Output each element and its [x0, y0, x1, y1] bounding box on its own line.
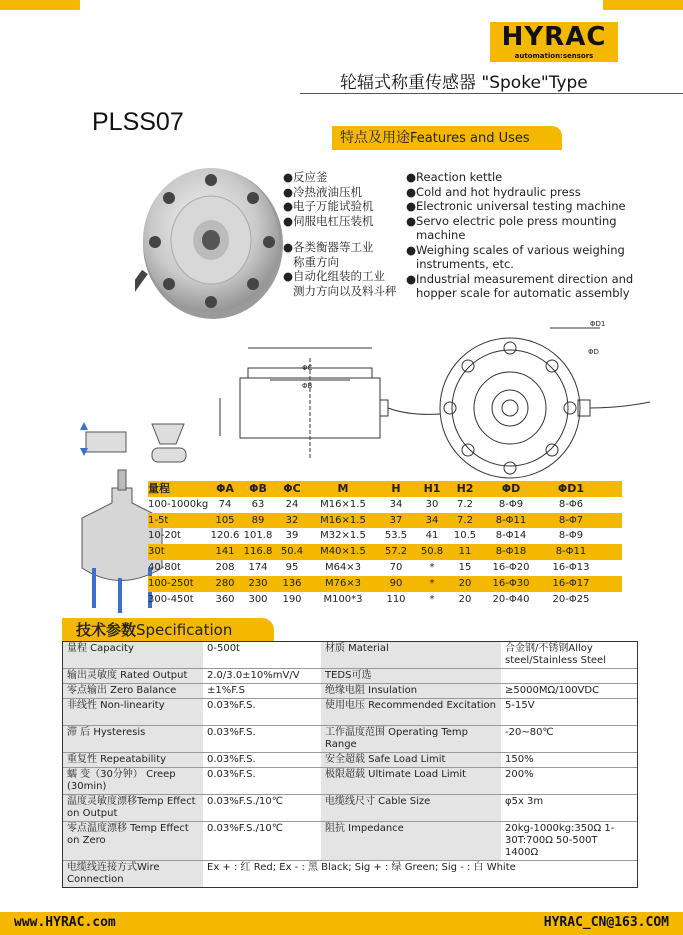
table-cell: 174 — [248, 561, 268, 573]
table-cell: 8-Φ7 — [558, 514, 584, 526]
spec-cell: 非线性 Non-linearity — [63, 699, 203, 725]
model-number: PLSS07 — [92, 108, 184, 136]
table-cell: M40×1.5 — [320, 546, 366, 558]
spec-cell: 20kg-1000kg:350Ω 1-30T:700Ω 50-500T 1400Ω — [505, 823, 615, 858]
table-cell: 208 — [215, 561, 235, 573]
table-cell: M100*3 — [323, 593, 363, 605]
product-photo — [135, 152, 285, 332]
table-cell: 57.2 — [384, 546, 408, 558]
table-cell: 95 — [285, 561, 299, 573]
spec-cell: 工作温度范围 Operating Temp Range — [321, 726, 501, 752]
feature-en-item: ●Weighing scales of various weighing — [406, 242, 625, 257]
footer — [0, 912, 683, 935]
spec-row — [63, 725, 637, 752]
table-cell: 32 — [285, 514, 299, 526]
table-cell: * — [429, 593, 435, 605]
spec-cell: 150% — [505, 754, 534, 765]
table-cell: 34 — [425, 514, 439, 526]
table-cell: 100-1000kg — [148, 498, 208, 510]
spec-heading-cn: 技术参数 — [76, 621, 137, 639]
spec-cell: 量程 Capacity — [63, 642, 203, 668]
feature-cn-item: 测力方向以及料斗秤 — [293, 283, 397, 298]
spec-row — [63, 642, 637, 668]
table-cell: 74 — [218, 498, 232, 510]
spec-cell: 0.03%F.S. — [207, 769, 256, 780]
table-cell: 10-20t — [148, 530, 181, 542]
table-cell: M76×3 — [324, 577, 362, 589]
table-cell: 230 — [248, 577, 268, 589]
table-cell: 63 — [251, 498, 265, 510]
table-cell: 8-Φ18 — [495, 546, 527, 558]
table-cell: 89 — [251, 514, 265, 526]
label-c: ΦC — [302, 364, 313, 372]
top-bar — [0, 0, 683, 10]
table-cell: 10.5 — [453, 530, 477, 542]
features-heading-cn: 特点及用途 — [340, 130, 410, 146]
table-cell: 20-Φ40 — [492, 593, 530, 605]
feature-en-item: ●Reaction kettle — [406, 170, 503, 184]
spec-cell: 0.03%F.S./10℃ — [207, 823, 283, 834]
feature-en-item: ●Industrial measurement direction and — [406, 271, 634, 286]
features-cn-list — [283, 170, 408, 298]
table-cell: 16-Φ20 — [492, 561, 530, 573]
table-cell: 7.2 — [457, 498, 473, 510]
table-cell: 105 — [215, 514, 235, 526]
label-d1: ΦD1 — [590, 320, 606, 328]
table-row — [148, 544, 622, 560]
spec-heading-en: Specification — [136, 621, 233, 639]
spec-cell: 0-500t — [207, 643, 240, 654]
spec-cell — [501, 669, 637, 683]
table-cell: 40-80t — [148, 561, 181, 573]
table-row — [148, 592, 622, 608]
table-cell: 110 — [386, 593, 406, 605]
spec-cell: 蠕 变（30分钟） Creep (30min) — [63, 768, 203, 794]
table-cell: 50.8 — [420, 546, 444, 558]
brand-logo — [490, 22, 618, 62]
spec-cell: 绝缘电阻 Insulation — [321, 684, 501, 698]
spec-cell: 零点输出 Zero Balance — [63, 684, 203, 698]
table-cell: 20-Φ25 — [552, 593, 590, 605]
wire-label: 电缆线连接方式Wire Connection — [63, 861, 203, 887]
features-en-list — [406, 170, 646, 301]
table-cell: 8-Φ14 — [495, 530, 527, 542]
spec-row — [63, 668, 637, 683]
feature-en-item: ●Electronic universal testing machine — [406, 199, 626, 213]
table-cell: 16-Φ30 — [492, 577, 530, 589]
features-heading — [332, 126, 562, 150]
table-cell: * — [429, 577, 435, 589]
spec-cell: 温度灵敏度漂移Temp Effect on Output — [63, 795, 203, 821]
spec-cell: -20~80℃ — [505, 727, 554, 738]
spec-cell: 零点温度漂移 Temp Effect on Zero — [63, 822, 203, 860]
feature-cn-item: ●电子万能试验机 — [283, 199, 374, 213]
table-cell: 8-Φ9 — [498, 498, 524, 510]
spec-row — [63, 752, 637, 767]
spec-cell: 使用电压 Recommended Excitation — [321, 699, 501, 725]
spec-heading — [62, 618, 274, 642]
table-cell: M16×1.5 — [320, 498, 366, 510]
table-cell: H1 — [423, 482, 441, 495]
table-cell: 190 — [282, 593, 302, 605]
table-row — [148, 528, 622, 544]
table-cell: 20 — [458, 593, 472, 605]
table-cell: 1-5t — [148, 514, 169, 526]
table-cell: 8-Φ11 — [555, 546, 587, 558]
table-cell: 70 — [389, 561, 403, 573]
page-title: 轮辐式称重传感器 "Spoke"Type — [340, 73, 588, 93]
table-cell: M64×3 — [324, 561, 362, 573]
table-cell: M32×1.5 — [320, 530, 366, 542]
table-cell: 34 — [389, 498, 403, 510]
feature-en-item: machine — [416, 228, 466, 242]
spec-cell: 2.0/3.0±10%mV/V — [207, 670, 300, 681]
feature-en-item: instruments, etc. — [416, 257, 514, 271]
feature-cn-item: 称重方向 — [293, 254, 339, 269]
feature-cn-item: ●自动化组装的工业 — [283, 269, 386, 283]
spec-cell: 重复性 Repeatability — [63, 753, 203, 767]
table-cell: 100-250t — [148, 577, 194, 589]
label-b: ΦB — [302, 382, 313, 390]
table-cell: ΦA — [216, 482, 234, 495]
table-header — [148, 481, 622, 497]
table-row — [148, 513, 622, 529]
spec-cell: 极限超载 Ultimate Load Limit — [321, 768, 501, 794]
table-row — [148, 576, 622, 592]
table-cell: 8-Φ9 — [558, 530, 584, 542]
table-cell: 39 — [285, 530, 299, 542]
table-cell: 116.8 — [243, 546, 273, 558]
table-cell: 30t — [148, 546, 165, 558]
table-cell: 15 — [458, 561, 472, 573]
brand-name: HYRAC — [501, 22, 607, 52]
feature-en-item: hopper scale for automatic assembly — [416, 286, 630, 300]
footer-email: HYRAC_CN@163.COM — [543, 915, 669, 930]
technical-drawing — [210, 318, 670, 483]
spec-row — [63, 794, 637, 821]
spec-cell: 输出灵敏度 Rated Output — [63, 669, 203, 683]
spec-cell: 安全超载 Safe Load Limit — [321, 753, 501, 767]
feature-cn-item: ●冷热液油压机 — [283, 184, 363, 199]
spec-cell: 5-15V — [505, 700, 535, 711]
table-cell: 141 — [215, 546, 235, 558]
spec-cell: 电缆线尺寸 Cable Size — [321, 795, 501, 821]
table-cell: ΦC — [283, 482, 301, 495]
table-cell: 50.4 — [280, 546, 304, 558]
spec-cell: 0.03%F.S. — [207, 754, 256, 765]
spec-cell: 200% — [505, 769, 534, 780]
table-cell: * — [429, 561, 435, 573]
table-cell: 53.5 — [384, 530, 408, 542]
label-d: ΦD — [588, 348, 599, 356]
table-cell: 280 — [215, 577, 235, 589]
table-cell: 136 — [282, 577, 302, 589]
table-cell: 101.8 — [243, 530, 273, 542]
spec-cell: 阻抗 Impedance — [321, 822, 501, 860]
table-row — [148, 560, 622, 576]
table-cell: 8-Φ11 — [495, 514, 527, 526]
spec-row-wire — [63, 860, 637, 887]
spec-cell: 材质 Material — [321, 642, 501, 668]
table-cell: ΦD1 — [557, 482, 585, 495]
table-cell: 30 — [425, 498, 439, 510]
spec-cell: ≥5000MΩ/100VDC — [505, 685, 600, 696]
table-cell: 16-Φ17 — [552, 577, 590, 589]
feature-en-item: ●Servo electric pole press mounting — [406, 213, 617, 228]
table-cell: 24 — [285, 498, 299, 510]
footer-website: www.HYRAC.com — [14, 915, 116, 930]
table-cell: ΦB — [249, 482, 267, 495]
spec-cell: TEDS可选 — [321, 669, 501, 683]
table-cell: 300 — [248, 593, 268, 605]
spec-row — [63, 683, 637, 698]
feature-en-item: ●Cold and hot hydraulic press — [406, 184, 581, 199]
table-cell: 16-Φ13 — [552, 561, 590, 573]
feature-cn-item: ●伺服电杠压装机 — [283, 213, 374, 228]
table-cell: H2 — [456, 482, 474, 495]
table-cell: 41 — [425, 530, 439, 542]
table-cell: H — [391, 482, 401, 495]
table-cell: 7.2 — [457, 514, 473, 526]
features-heading-en: Features and Uses — [410, 131, 530, 146]
table-cell: 20 — [458, 577, 472, 589]
dimensions-table — [148, 481, 622, 607]
feature-cn-item: ●各类衡器等工业 — [283, 240, 374, 254]
spec-row — [63, 821, 637, 860]
table-cell: M — [337, 482, 349, 495]
spec-row — [63, 698, 637, 725]
spec-cell: ±1%F.S — [207, 685, 245, 696]
table-cell: M16×1.5 — [320, 514, 366, 526]
table-cell: 量程 — [148, 482, 170, 495]
spec-cell: 滞 后 Hysteresis — [63, 726, 203, 752]
table-cell: 8-Φ6 — [558, 498, 584, 510]
brand-tagline: automation:sensors — [514, 52, 594, 60]
table-cell: 360 — [215, 593, 235, 605]
table-cell: 300-450t — [148, 593, 194, 605]
title-divider — [300, 93, 683, 94]
spec-table — [62, 641, 638, 888]
spec-cell: 合金钢/不锈钢Alloy steel/Stainless Steel — [505, 643, 606, 666]
table-cell: 120.6 — [210, 530, 240, 542]
spec-cell: 0.03%F.S. — [207, 727, 256, 738]
table-row — [148, 497, 622, 513]
spec-cell: φ5x 3m — [505, 796, 544, 807]
spec-row — [63, 767, 637, 794]
spec-cell: 0.03%F.S./10℃ — [207, 796, 283, 807]
spec-cell: 0.03%F.S. — [207, 700, 256, 711]
table-cell: 37 — [389, 514, 403, 526]
wire-value: Ex + : 红 Red; Ex - : 黑 Black; Sig + : 绿 Green; Sig - : 白 White — [207, 862, 516, 873]
table-cell: ΦD — [501, 482, 521, 495]
table-cell: 90 — [389, 577, 403, 589]
feature-cn-item: ●反应釜 — [283, 170, 328, 184]
table-cell: 11 — [458, 546, 472, 558]
